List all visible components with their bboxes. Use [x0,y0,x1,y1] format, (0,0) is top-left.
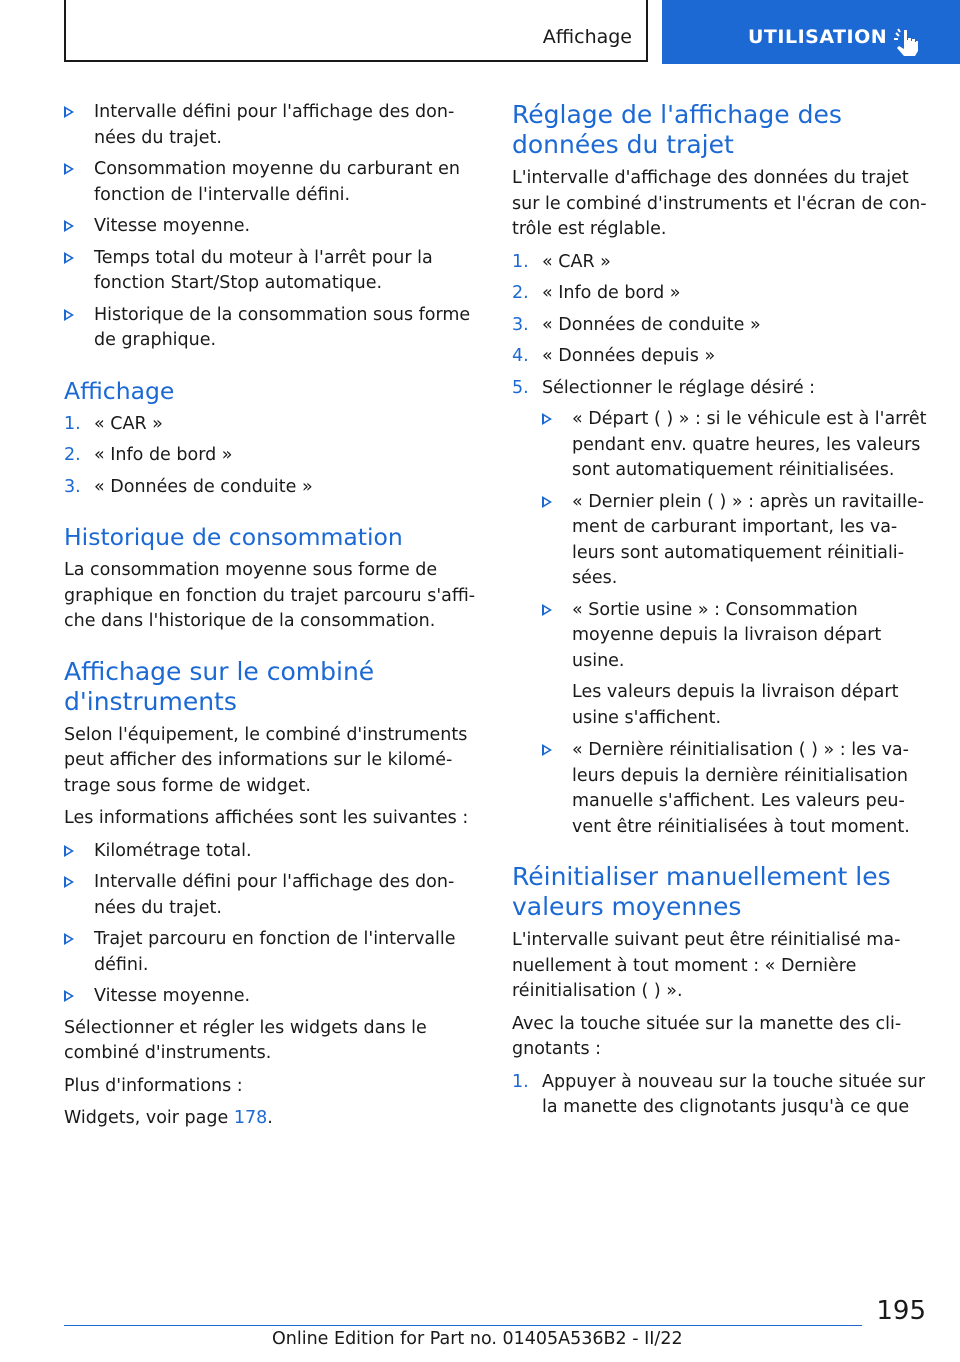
step-item: 2. « Info de bord » [512,283,681,303]
step-item: 4. « Données depuis » [512,346,716,366]
triangle-bullet-icon [64,106,74,118]
step-item: 1. « CAR » [512,251,611,272]
pointing-hand-icon [894,28,920,56]
left-column [64,100,476,1139]
header-title: Affichage [542,26,632,48]
step-item: 2. « Info de bord » [64,445,233,465]
triangle-bullet-icon [64,252,74,264]
step-item: 1. Appuyer à nouveau sur la touche située sur la manette des clignotants jusqu'à ce que [512,1071,926,1117]
paragraph: La consommation moyenne sous forme de graphique en fonction du trajet parcouru s'affiche dans l'historique de la consommation. [64,560,476,631]
heading-reinit: Réinitialiser manuellement les valeurs moyennes [512,862,891,921]
list-item: Historique de la consommation sous forme de graphique. [64,303,476,354]
list-item: Consommation moyenne du carburant en fonction de l'intervalle défini. [64,157,476,208]
header-section-label: UTILISATION [748,26,888,48]
heading-historique: Historique de consommation [64,523,403,551]
list-item: « Départ ( ) » : si le véhicule est à l'arrêt pendant env. quatre heures, les valeurs sont automatiquement réinitialisées. [542,407,928,484]
paragraph: L'intervalle suivant peut être réinitialisé manuellement à tout moment : « Dernière réinitialisation ( ) ». [512,930,901,1001]
list-item: Vitesse moyenne. [64,984,476,1010]
triangle-bullet-icon [542,413,552,425]
triangle-bullet-icon [64,990,74,1002]
heading-combine: Affichage sur le combiné d'instruments [64,656,375,716]
trip-data-list [64,100,476,354]
footer-edition: Online Edition for Part no. 01405A536B2 - II/22 [272,1329,683,1349]
triangle-bullet-icon [542,604,552,616]
list-item: « Dernier plein ( ) » : après un ravitaillement de carburant important, les valeurs sont automatiquement réinitialisées. [542,490,928,592]
affichage-steps [64,412,476,501]
paragraph: Les informations affichées sont les suivantes : [64,808,469,828]
reglage-options-list-2 [542,738,928,840]
page-link[interactable]: 178 [233,1108,268,1128]
list-item: Intervalle défini pour l'affichage des données du trajet. [64,870,476,921]
header-bar [64,0,648,62]
triangle-bullet-icon [64,163,74,175]
header-section-tab [662,0,960,64]
triangle-bullet-icon [542,744,552,756]
triangle-bullet-icon [64,220,74,232]
page-reference: Widgets, voir page 178. [64,1108,273,1128]
list-item: Kilométrage total. [64,839,476,865]
list-item: Trajet parcouru en fonction de l'intervalle défini. [64,927,476,978]
triangle-bullet-icon [64,309,74,321]
heading-reglage: Réglage de l'affichage des données du trajet [512,100,842,159]
paragraph: Sélectionner et régler les widgets dans le combiné d'instruments. [64,1017,427,1063]
list-item: Temps total du moteur à l'arrêt pour la fonction Start/Stop automatique. [64,246,476,297]
paragraph: Selon l'équipement, le combiné d'instruments peut afficher des informations sur le kilométrage sous forme de widget. [64,724,468,796]
triangle-bullet-icon [64,876,74,888]
reinit-steps [512,1070,928,1121]
list-item: Intervalle défini pour l'affichage des données du trajet. [64,100,476,151]
step-item: 5. Sélectionner le réglage désiré : [512,377,816,398]
reglage-options-list [542,407,928,674]
paragraph: Avec la touche située sur la manette des clignotants : [512,1013,902,1059]
triangle-bullet-icon [64,845,74,857]
step-item: 3. « Données de conduite » [64,476,313,497]
footer-divider [64,1325,862,1326]
reglage-steps [512,250,928,402]
list-item: Vitesse moyenne. [64,214,476,240]
triangle-bullet-icon [64,933,74,945]
paragraph: L'intervalle d'affichage des données du trajet sur le combiné d'instruments et l'écran de contrôle est réglable. [512,168,927,239]
step-item: 1. « CAR » [64,413,163,434]
right-column [512,100,928,1127]
list-item: « Sortie usine » : Consommation moyenne depuis la livraison départ usine. [542,598,928,675]
paragraph: Les valeurs depuis la livraison départ usine s'affichent. [572,682,899,728]
page-number: 195 [876,1296,926,1326]
triangle-bullet-icon [542,496,552,508]
list-item: « Dernière réinitialisation ( ) » : les valeurs depuis la dernière réinitialisation manuelle s'affichent. Les valeurs peuvent être réinitialisées à tout moment. [542,738,928,840]
step-item: 3. « Données de conduite » [512,314,761,335]
combine-info-list [64,839,476,1010]
heading-affichage: Affichage [64,376,175,405]
paragraph: Plus d'informations : [64,1075,243,1096]
